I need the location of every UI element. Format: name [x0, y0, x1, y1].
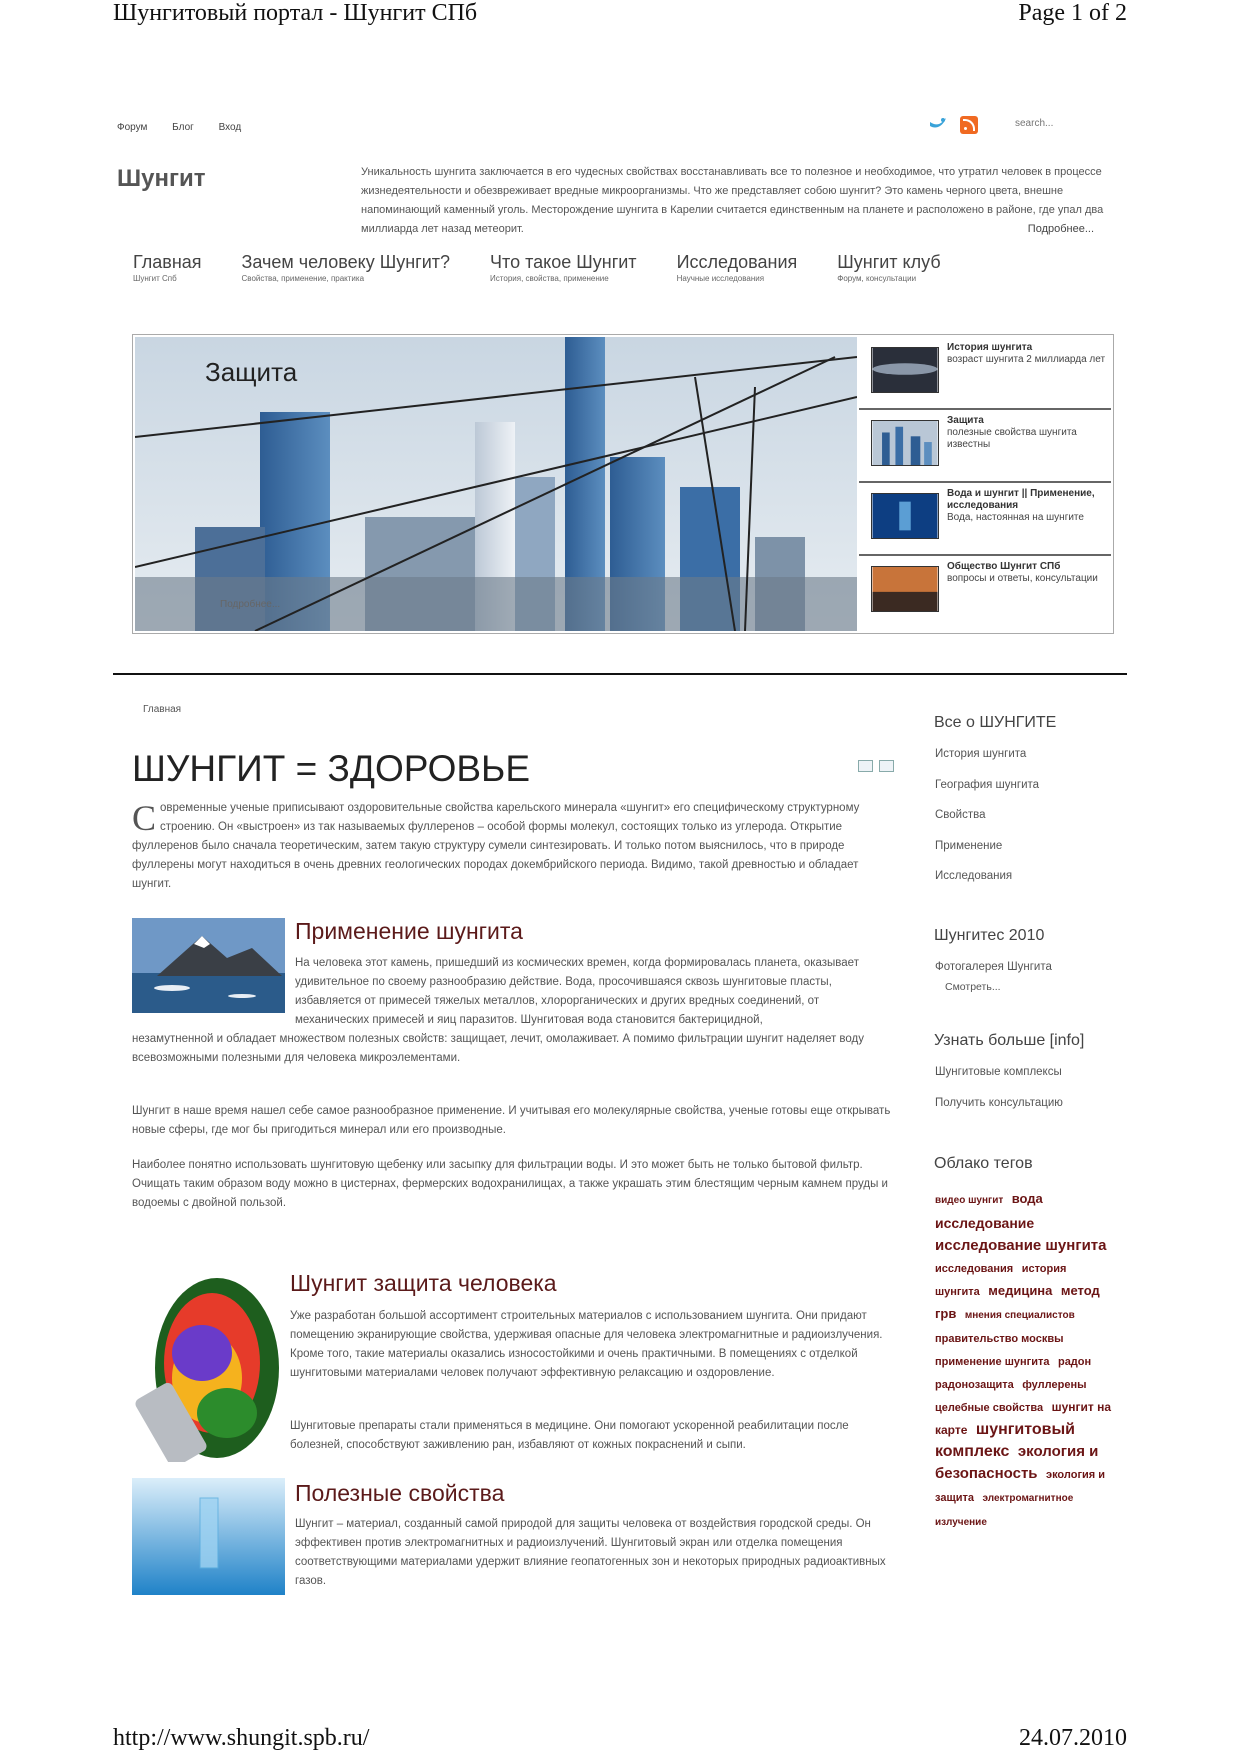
top-nav	[117, 122, 263, 133]
paragraph-water-filter: Наиболее понятно использовать шунгитовую щебенку или засыпку для фильтрации воды. И это может быть не только бытовой фильтр. Очищать таким образом воду можно в цистернах, фермерских водохранилищах, а также украшать этим блестящим черным камнем пруды и водоемы с двойной пользой.	[132, 1159, 888, 1209]
rss-icon[interactable]	[960, 116, 978, 134]
menu-item-home[interactable]	[133, 252, 202, 283]
slide-item-desc: Вода, настоянная на шунгите	[947, 512, 1084, 523]
head-radiation-image	[132, 1268, 282, 1462]
slide-item-desc: полезные свойства шунгита известны	[947, 427, 1077, 450]
menu-item-subtitle: Шунгит Спб	[133, 274, 177, 283]
breadcrumb[interactable]: Главная	[143, 704, 182, 715]
menu-item-subtitle: Форум, консультации	[837, 274, 917, 283]
article-tools	[858, 760, 894, 772]
slide-main-image[interactable]	[135, 337, 857, 631]
section-title-protection: Шунгит защита человека	[290, 1270, 557, 1296]
topnav-blog[interactable]: Блог	[172, 122, 194, 133]
sidebar-link-consultation[interactable]: Получить консультацию	[935, 1097, 1063, 1109]
section-text-properties: Шунгит – материал, созданный самой природой для защиты человека от воздействия городской среды. Он эффективен против электромагнитных и радиоизлучений. Шунгитовый экран или отделка помещения соответствующими материалами удержит влияние геопатогенных зон и некоторых природных радиоактивных газов.	[295, 1518, 886, 1587]
print-date: 24.07.2010	[1019, 1725, 1127, 1751]
sidebar-info-title: Узнать больше [info]	[934, 1032, 1085, 1049]
intro-more-link[interactable]: Подробнее...	[1027, 223, 1094, 235]
topnav-login[interactable]: Вход	[218, 122, 242, 133]
tag-link[interactable]: вода	[1011, 1191, 1043, 1206]
page-title: ШУНГИТ = ЗДОРОВЬЕ	[132, 748, 531, 789]
featured-slider	[132, 334, 1114, 634]
menu-item-subtitle: Свойства, применение, практика	[241, 274, 365, 283]
section-text-application: На человека этот камень, пришедший из космических времен, когда формировалась планета, оказывает удивительное по своему разнообразию действие. Вода, просочившаяся сквозь шунгитовые пласты, избавляется от примесей тяжелых металлов, хлорорганических и других вредных соединений, от механических примесей и яиц паразитов. Шунгитовая вода становится бактерицидной,	[295, 957, 859, 1026]
search-input[interactable]	[1015, 118, 1125, 129]
tag-link[interactable]: радон	[1057, 1356, 1092, 1368]
section-title-application: Применение шунгита	[295, 918, 523, 944]
print-page-title: Шунгитовый портал - Шунгит СПб	[113, 0, 478, 26]
social-icons	[928, 116, 978, 134]
tag-cloud	[935, 1188, 1115, 1534]
menu-item-research[interactable]	[677, 252, 798, 283]
sidebar-link-properties[interactable]: Свойства	[935, 809, 986, 821]
print-page-number: Page 1 of 2	[1018, 0, 1127, 26]
paragraph-modern-use: Шунгит в наше время нашел себе самое разнообразное применение. И учитывая его молекулярные свойства, ученые готовы еще открывать новые сферы, где мог бы пригодиться минерал или его производные.	[132, 1105, 891, 1136]
print-header	[113, 0, 1127, 30]
topnav-forum[interactable]: Форум	[117, 122, 148, 133]
twitter-icon[interactable]	[928, 116, 948, 132]
tag-link[interactable]: мнения специалистов	[964, 1310, 1075, 1321]
tag-link[interactable]: метод грв	[935, 1283, 1100, 1321]
tag-link[interactable]: фуллерены	[1022, 1379, 1087, 1391]
sidebar-tags-title: Облако тегов	[934, 1155, 1033, 1172]
menu-item-what[interactable]	[490, 252, 637, 283]
menu-item-why[interactable]	[242, 252, 451, 283]
slide-item-desc: вопросы и ответы, консультации	[947, 573, 1098, 584]
menu-item-title: Что такое Шунгит	[490, 252, 637, 272]
mail-icon[interactable]	[879, 760, 894, 772]
slide-more-link[interactable]: Подробнее...	[220, 599, 281, 610]
sidebar-link-history[interactable]: История шунгита	[935, 748, 1027, 760]
print-icon[interactable]	[858, 760, 873, 772]
site-logo[interactable]: Шунгит	[117, 165, 206, 192]
slide-item-water[interactable]	[859, 483, 1111, 556]
dropcap: С	[132, 798, 157, 838]
article-lead	[132, 799, 892, 894]
print-url: http://www.shungit.spb.ru/	[113, 1725, 370, 1751]
section-text-application-cont: незамутненной и обладает множеством полезных свойств: защищает, лечит, омолаживает. А помимо фильтрации шунгит наделяет воду всевозможными полезными для человека микроэлементами.	[132, 1033, 865, 1064]
lead-text: овременные ученые приписывают оздоровительные свойства карельского минерала «шунгит» его специфическому структурному строению. Он «выстроен» из так называемых фуллеренов – особой формы молекул, состоящих только из углерода. Открытие фуллеренов было сначала теоретическим, затем такую структуру сумели синтезировать. И только потом выяснилось, что в природе фуллерены могут находиться в очень древних геологических породах докембрийского периода. Видимо, такой древностью и обладает шунгит.	[132, 802, 860, 890]
menu-item-title: Главная	[133, 252, 202, 272]
tag-link[interactable]: экология и безопасность	[935, 1443, 1099, 1482]
menu-item-title: Исследования	[676, 252, 798, 272]
menu-item-club[interactable]	[837, 252, 940, 283]
slide-item-protection[interactable]	[859, 410, 1111, 483]
tag-link[interactable]: экология и защита	[935, 1469, 1106, 1504]
mountain-image	[132, 918, 285, 1013]
tag-link[interactable]: исследование шунгита	[935, 1237, 1107, 1254]
water-glass-image	[132, 1478, 285, 1595]
thumb-history-image	[871, 347, 939, 393]
tag-link[interactable]: медицина	[988, 1283, 1053, 1298]
intro-text: Уникальность шунгита заключается в его чудесных свойствах восстанавливать все то полезное и необходимое, что утратил человек в процессе жизнедеятельности и обезвреживает вредные микроорганизмы. Что же представляет собою шунгит? Это камень черного цвета, внешне напоминающий каменный уголь. Месторождение шунгита в Карелии считается единственным на планете и расположено в районе, где упал два миллиарда лет назад метеорит.	[361, 166, 1104, 235]
slide-item-title: Защита	[947, 415, 984, 426]
main-menu	[133, 252, 981, 283]
slide-item-title: Общество Шунгит СПб	[947, 561, 1061, 572]
slide-item-title: Вода и шунгит || Применение, исследования	[947, 488, 1095, 511]
sidebar-link-research[interactable]: Исследования	[935, 870, 1013, 882]
sidebar-link-view-more[interactable]: Смотреть...	[945, 981, 1001, 993]
tag-link[interactable]: применение шунгита	[935, 1356, 1050, 1368]
site-intro	[361, 163, 1124, 239]
sidebar-link-application[interactable]: Применение	[935, 840, 1003, 852]
content-divider	[113, 673, 1127, 675]
slide-item-desc: возраст шунгита 2 миллиарда лет	[947, 354, 1106, 365]
menu-item-subtitle: История, свойства, применение	[490, 274, 609, 283]
sidebar-link-geography[interactable]: География шунгита	[935, 779, 1040, 791]
tag-link[interactable]: электромагнитное излучение	[935, 1493, 1074, 1528]
tag-link[interactable]: радонозащита	[935, 1379, 1014, 1391]
tag-link[interactable]: история шунгита	[935, 1263, 1067, 1298]
slide-item-title: История шунгита	[947, 342, 1033, 353]
section-title-properties: Полезные свойства	[295, 1480, 505, 1506]
section-text-medicine: Шунгитовые препараты стали применяться в медицине. Они помогают ускоренной реабилитации после болезней, способствуют заживлению ран, избавляют от кожных покраснений и сыпи.	[290, 1420, 849, 1451]
thumb-society-image	[871, 566, 939, 612]
menu-item-subtitle: Научные исследования	[676, 274, 765, 283]
sidebar-expo-title: Шунгитес 2010	[934, 927, 1045, 944]
print-footer	[113, 1724, 1127, 1754]
tag-link[interactable]: исследования	[935, 1263, 1014, 1275]
tag-link[interactable]: целебные свойства	[935, 1402, 1044, 1414]
thumb-protection-image	[871, 420, 939, 466]
tag-link[interactable]: шунгитовый комплекс	[935, 1421, 1075, 1460]
tag-link[interactable]: правительство москвы	[935, 1333, 1064, 1345]
sidebar-about-title: Все о ШУНГИТЕ	[934, 714, 1057, 731]
menu-item-title: Шунгит клуб	[837, 252, 941, 272]
slide-title: Защита	[205, 357, 298, 387]
slide-list	[859, 337, 1111, 631]
thumb-water-image	[871, 493, 939, 539]
tag-link[interactable]: шунгит на карте	[935, 1400, 1112, 1437]
slide-item-history[interactable]	[859, 337, 1111, 410]
tag-link[interactable]: видео шунгит	[935, 1195, 1004, 1206]
sidebar-link-gallery[interactable]: Фотогалерея Шунгита	[935, 961, 1052, 973]
slide-item-society[interactable]	[859, 556, 1111, 629]
section-text-protection: Уже разработан большой ассортимент строительных материалов с использованием шунгита. Они придают помещению экранирующие свойства, удерживая опасные для человека электромагнитные и радиоизлучения. Кроме того, такие материалы оказались износостойкими и очень практичными. В помещениях с отделкой шунгитовыми материалами человек получают эффективную релаксацию и оздоровление.	[290, 1310, 883, 1379]
sidebar-link-complexes[interactable]: Шунгитовые комплексы	[935, 1066, 1062, 1078]
tag-link[interactable]: исследование	[935, 1215, 1035, 1231]
menu-item-title: Зачем человеку Шунгит?	[241, 252, 451, 272]
